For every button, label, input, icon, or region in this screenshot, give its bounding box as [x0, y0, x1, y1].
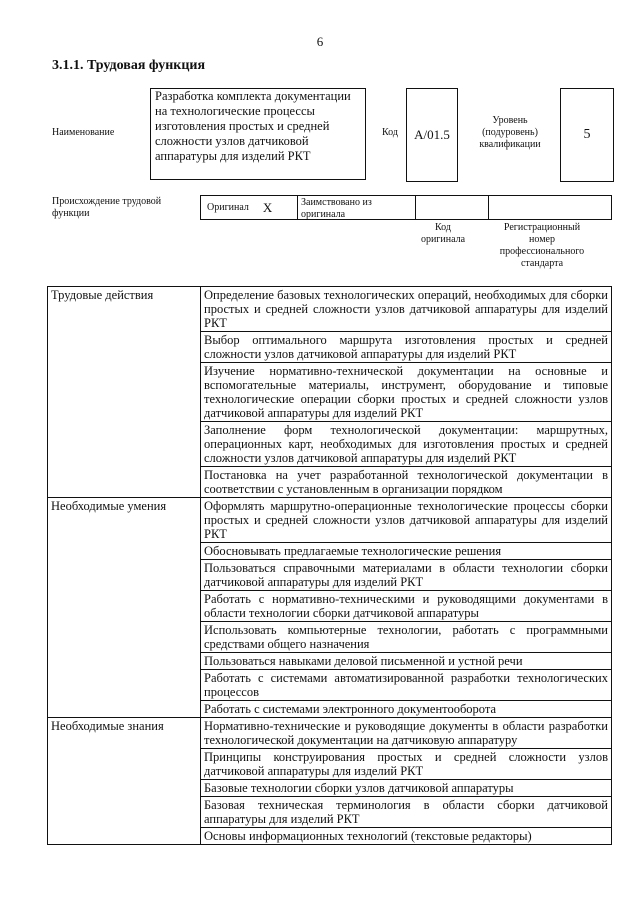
requirement-item: Пользоваться навыками деловой письменной и устной речи	[201, 653, 612, 670]
requirement-item: Изучение нормативно-технической документации на основные и вспомогательные материалы, инструмент, оборудование и типовые технологические операции сборки простых и средней сложности узлов датчиковой аппаратуры для изделий РКТ	[201, 363, 612, 422]
requirement-item: Использовать компьютерные технологии, работать с программными средствами общего назначения	[201, 622, 612, 653]
table-row	[48, 498, 612, 543]
borrowed-label: Заимствовано из оригинала	[298, 196, 416, 219]
table-row	[48, 287, 612, 332]
name-label: Наименование	[52, 127, 115, 138]
original-label: Оригинал	[207, 201, 249, 213]
origin-grid	[200, 195, 612, 220]
original-mark: X	[262, 199, 273, 215]
requirement-item: Пользоваться справочными материалами в области технологии сборки датчиковой аппаратуры для изделий РКТ	[201, 560, 612, 591]
requirement-item: Работать с системами автоматизированной разработки технологических процессов	[201, 670, 612, 701]
requirement-item: Принципы конструирования простых и средней сложности узлов датчиковой аппаратуры для изделий РКТ	[201, 749, 612, 780]
requirement-item: Постановка на учет разработанной технологической документации в соответствии с установленным в организации порядком	[201, 467, 612, 498]
requirement-item: Определение базовых технологических операций, необходимых для сборки простых и средней сложности узлов датчиковой аппаратуры для изделий РКТ	[201, 287, 612, 332]
qualification-level-label: Уровень (подуровень) квалификации	[479, 115, 541, 150]
origin-label: Происхождение трудовой функции	[52, 196, 162, 219]
requirement-item: Обосновывать предлагаемые технологические решения	[201, 543, 612, 560]
labor-functions-table	[47, 286, 612, 845]
requirement-item: Заполнение форм технологической документации: маршрутных, операционных карт, необходимых для изготовления простых и средней сложности узлов датчиковой аппаратуры для изделий РКТ	[201, 422, 612, 467]
requirement-item: Выбор оптимального маршрута изготовления простых и средней сложности узлов датчиковой аппаратуры для изделий РКТ	[201, 332, 612, 363]
code-value: A/01.5	[406, 88, 458, 182]
requirement-item: Работать с системами электронного документооборота	[201, 701, 612, 718]
section-title: 3.1.1. Трудовая функция	[52, 58, 206, 73]
registration-number-caption: Регистрационный номер профессионального стандарта	[499, 222, 585, 269]
qualification-level-value: 5	[560, 88, 614, 182]
section-title-cell: Трудовые действия	[48, 287, 201, 498]
page-number: 6	[316, 34, 324, 49]
origin-original-cell	[201, 196, 298, 219]
original-code-cell	[416, 196, 489, 219]
function-name-value: Разработка комплекта документации на технологические процессы изготовления простых и средней сложности узлов датчиковой аппаратуры для изделий РКТ	[150, 88, 366, 180]
requirement-item: Нормативно-технические и руководящие документы в области разработки технологической документации на датчиковую аппаратуру	[201, 718, 612, 749]
requirement-item: Базовые технологии сборки узлов датчиковой аппаратуры	[201, 780, 612, 797]
section-title-cell: Необходимые знания	[48, 718, 201, 845]
requirement-item: Работать с нормативно-техническими и руководящими документами в области технологии сборки датчиковой аппаратуры	[201, 591, 612, 622]
requirement-item: Основы информационных технологий (текстовые редакторы)	[201, 828, 612, 845]
code-label: Код	[382, 127, 398, 138]
table-row	[48, 718, 612, 749]
section-title-cell: Необходимые умения	[48, 498, 201, 718]
original-code-caption: Код оригинала	[420, 222, 466, 245]
requirement-item: Базовая техническая терминология в области сборки датчиковой аппаратуры для изделий РКТ	[201, 797, 612, 828]
requirement-item: Оформлять маршрутно-операционные технологические процессы сборки простых и средней сложности узлов датчиковой аппаратуры для изделий РКТ	[201, 498, 612, 543]
registration-number-cell	[489, 196, 611, 219]
